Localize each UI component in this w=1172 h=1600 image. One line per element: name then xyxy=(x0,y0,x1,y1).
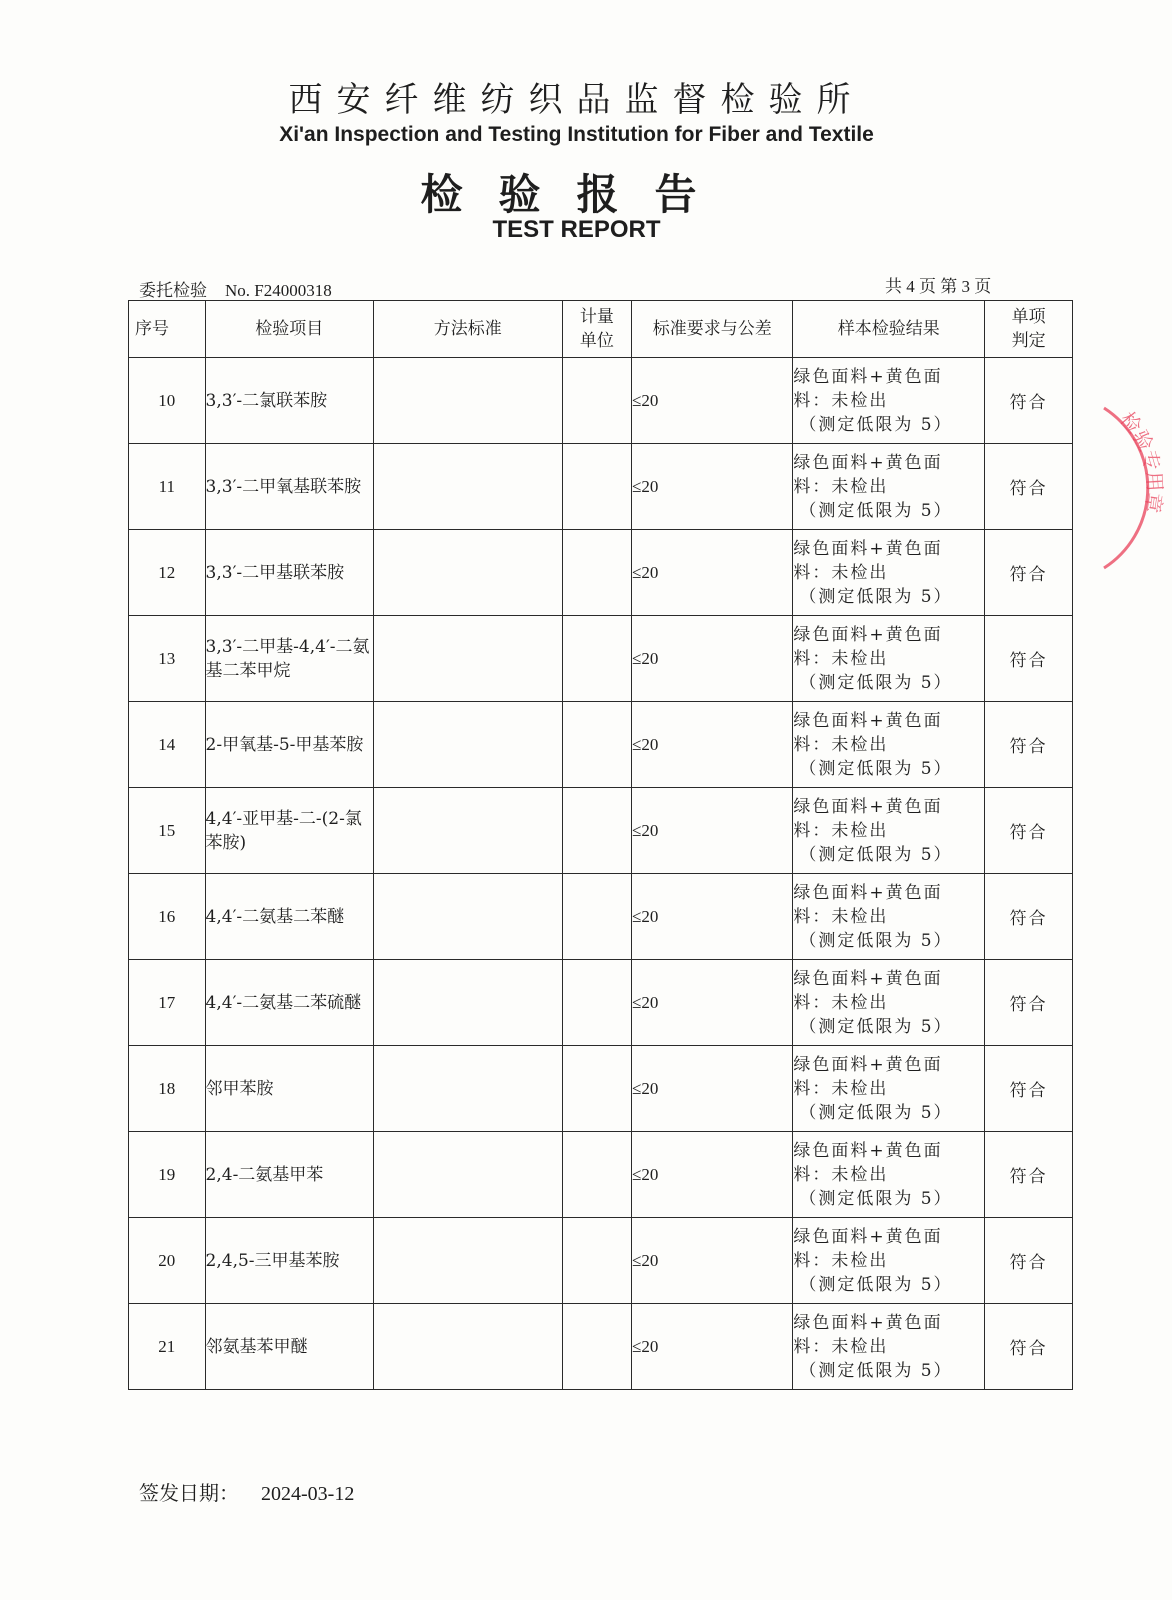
result-line-2: 料：未检出 xyxy=(793,820,889,841)
report-title-cn: 检验报告 xyxy=(420,170,733,219)
cell-item: 2,4,5-三甲基苯胺 xyxy=(205,1218,373,1304)
cell-requirement: ≤20 xyxy=(632,444,793,530)
cell-method xyxy=(373,530,562,616)
result-line-2: 料：未检出 xyxy=(793,390,889,411)
table-row xyxy=(129,1218,1073,1304)
table-header-row xyxy=(129,301,1073,358)
cell-requirement: ≤20 xyxy=(632,616,793,702)
result-line-1: 绿色面料+黄色面 xyxy=(793,624,943,645)
result-line-3: （测定低限为 5） xyxy=(799,1188,953,1209)
result-line-2: 料：未检出 xyxy=(793,734,889,755)
cell-unit xyxy=(562,1304,631,1390)
result-line-2: 料：未检出 xyxy=(793,1078,889,1099)
cell-item: 4,4′-二氨基二苯醚 xyxy=(205,874,373,960)
result-line-3: （测定低限为 5） xyxy=(799,1102,953,1123)
cell-no: 17 xyxy=(129,960,206,1046)
result-line-1: 绿色面料+黄色面 xyxy=(793,796,943,817)
result-line-3: （测定低限为 5） xyxy=(799,672,953,693)
cell-result xyxy=(793,1046,985,1132)
header-unit-line1: 计量 xyxy=(579,307,614,327)
inspection-type: 委托检验 xyxy=(139,281,207,300)
cell-requirement: ≤20 xyxy=(632,874,793,960)
table-row xyxy=(129,874,1073,960)
header-unit xyxy=(562,301,631,358)
header-verdict xyxy=(985,301,1073,358)
cell-method xyxy=(373,1218,562,1304)
result-line-2: 料：未检出 xyxy=(793,992,889,1013)
stamp-text: 检验专用章 xyxy=(1115,407,1168,515)
cell-requirement: ≤20 xyxy=(632,1304,793,1390)
result-line-1: 绿色面料+黄色面 xyxy=(793,968,943,989)
cell-requirement: ≤20 xyxy=(632,1132,793,1218)
result-line-3: （测定低限为 5） xyxy=(799,1016,953,1037)
cell-result xyxy=(793,444,985,530)
cell-result xyxy=(793,874,985,960)
table-row xyxy=(129,702,1073,788)
table-row xyxy=(129,788,1073,874)
result-line-2: 料：未检出 xyxy=(793,476,889,497)
cell-no: 19 xyxy=(129,1132,206,1218)
issue-date-value: 2024-03-12 xyxy=(261,1483,355,1505)
cell-verdict: 符合 xyxy=(985,960,1073,1046)
cell-no: 14 xyxy=(129,702,206,788)
result-line-3: （测定低限为 5） xyxy=(799,1274,953,1295)
cell-verdict: 符合 xyxy=(985,788,1073,874)
table-row xyxy=(129,444,1073,530)
cell-verdict: 符合 xyxy=(985,530,1073,616)
cell-result xyxy=(793,702,985,788)
cell-requirement: ≤20 xyxy=(632,960,793,1046)
cell-method xyxy=(373,788,562,874)
cell-method xyxy=(373,1132,562,1218)
cell-unit xyxy=(562,702,631,788)
cell-requirement: ≤20 xyxy=(632,358,793,444)
result-line-1: 绿色面料+黄色面 xyxy=(793,710,943,731)
cell-item: 邻氨基苯甲醚 xyxy=(205,1304,373,1390)
cell-requirement: ≤20 xyxy=(632,702,793,788)
cell-requirement: ≤20 xyxy=(632,530,793,616)
header-result: 样本检验结果 xyxy=(793,301,985,358)
cell-no: 20 xyxy=(129,1218,206,1304)
cell-no: 10 xyxy=(129,358,206,444)
result-line-3: （测定低限为 5） xyxy=(799,586,953,607)
cell-result xyxy=(793,960,985,1046)
cell-result xyxy=(793,530,985,616)
cell-verdict: 符合 xyxy=(985,1132,1073,1218)
cell-method xyxy=(373,444,562,530)
issue-date-line xyxy=(139,1477,354,1506)
table-row xyxy=(129,1304,1073,1390)
cell-verdict: 符合 xyxy=(985,1304,1073,1390)
cell-item: 3,3′-二甲氧基联苯胺 xyxy=(205,444,373,530)
result-line-1: 绿色面料+黄色面 xyxy=(793,1054,943,1075)
cell-verdict: 符合 xyxy=(985,358,1073,444)
org-name-en: Xi'an Inspection and Testing Institution for Fiber and Textile xyxy=(279,123,874,146)
cell-unit xyxy=(562,788,631,874)
org-name-cn: 西安纤维纺织品监督检验所 xyxy=(288,80,865,120)
result-line-3: （测定低限为 5） xyxy=(799,930,953,951)
cell-result xyxy=(793,1132,985,1218)
result-line-2: 料：未检出 xyxy=(793,906,889,927)
cell-result xyxy=(793,616,985,702)
cell-unit xyxy=(562,358,631,444)
report-title-en: TEST REPORT xyxy=(492,216,661,243)
svg-text:检验专用章 xyxy=(1115,407,1167,514)
cell-no: 15 xyxy=(129,788,206,874)
cell-unit xyxy=(562,960,631,1046)
result-line-1: 绿色面料+黄色面 xyxy=(793,1140,943,1161)
cell-result xyxy=(793,1304,985,1390)
report-number-line xyxy=(139,276,332,301)
header-requirement: 标准要求与公差 xyxy=(632,301,793,358)
cell-verdict: 符合 xyxy=(985,702,1073,788)
result-line-1: 绿色面料+黄色面 xyxy=(793,452,943,473)
cell-item: 4,4′-二氨基二苯硫醚 xyxy=(205,960,373,1046)
cell-no: 16 xyxy=(129,874,206,960)
red-seal-stamp xyxy=(1092,398,1172,578)
cell-item: 3,3′-二氯联苯胺 xyxy=(205,358,373,444)
header-unit-line2: 单位 xyxy=(579,331,614,351)
cell-verdict: 符合 xyxy=(985,1046,1073,1132)
report-number: No. F24000318 xyxy=(225,281,332,300)
cell-unit xyxy=(562,444,631,530)
header-verdict-line1: 单项 xyxy=(1011,307,1046,327)
result-line-1: 绿色面料+黄色面 xyxy=(793,366,943,387)
table-row xyxy=(129,358,1073,444)
page-indicator: 共 4 页 第 3 页 xyxy=(885,277,992,296)
result-line-3: （测定低限为 5） xyxy=(799,414,953,435)
result-line-1: 绿色面料+黄色面 xyxy=(793,1312,943,1333)
issue-date-label: 签发日期： xyxy=(139,1483,239,1505)
result-line-1: 绿色面料+黄色面 xyxy=(793,538,943,559)
cell-verdict: 符合 xyxy=(985,444,1073,530)
result-line-1: 绿色面料+黄色面 xyxy=(793,882,943,903)
cell-no: 18 xyxy=(129,1046,206,1132)
header-verdict-line2: 判定 xyxy=(1011,331,1046,351)
cell-result xyxy=(793,358,985,444)
cell-requirement: ≤20 xyxy=(632,788,793,874)
header-method: 方法标准 xyxy=(373,301,562,358)
header-item: 检验项目 xyxy=(205,301,373,358)
cell-unit xyxy=(562,616,631,702)
cell-result xyxy=(793,788,985,874)
cell-verdict: 符合 xyxy=(985,874,1073,960)
result-line-1: 绿色面料+黄色面 xyxy=(793,1226,943,1247)
table-row xyxy=(129,960,1073,1046)
test-results-table xyxy=(128,300,1073,1390)
cell-item: 2,4-二氨基甲苯 xyxy=(205,1132,373,1218)
result-line-2: 料：未检出 xyxy=(793,562,889,583)
result-line-2: 料：未检出 xyxy=(793,1164,889,1185)
cell-method xyxy=(373,702,562,788)
table-body xyxy=(129,358,1073,1390)
cell-method xyxy=(373,616,562,702)
table-row xyxy=(129,530,1073,616)
cell-item: 2-甲氧基-5-甲基苯胺 xyxy=(205,702,373,788)
cell-unit xyxy=(562,874,631,960)
cell-item: 4,4′-亚甲基-二-(2-氯苯胺) xyxy=(205,788,373,874)
cell-result xyxy=(793,1218,985,1304)
result-line-3: （测定低限为 5） xyxy=(799,500,953,521)
cell-method xyxy=(373,1046,562,1132)
cell-unit xyxy=(562,1046,631,1132)
header-no: 序号 xyxy=(129,301,206,358)
cell-verdict: 符合 xyxy=(985,1218,1073,1304)
cell-method xyxy=(373,1304,562,1390)
cell-method xyxy=(373,358,562,444)
cell-unit xyxy=(562,1218,631,1304)
cell-no: 12 xyxy=(129,530,206,616)
cell-no: 13 xyxy=(129,616,206,702)
cell-no: 21 xyxy=(129,1304,206,1390)
result-line-2: 料：未检出 xyxy=(793,648,889,669)
table-row xyxy=(129,1046,1073,1132)
cell-unit xyxy=(562,530,631,616)
result-line-3: （测定低限为 5） xyxy=(799,844,953,865)
table-row xyxy=(129,1132,1073,1218)
cell-requirement: ≤20 xyxy=(632,1046,793,1132)
table-row xyxy=(129,616,1073,702)
cell-requirement: ≤20 xyxy=(632,1218,793,1304)
result-line-2: 料：未检出 xyxy=(793,1250,889,1271)
cell-method xyxy=(373,960,562,1046)
cell-item: 3,3′-二甲基联苯胺 xyxy=(205,530,373,616)
result-line-3: （测定低限为 5） xyxy=(799,1360,953,1381)
cell-verdict: 符合 xyxy=(985,616,1073,702)
cell-no: 11 xyxy=(129,444,206,530)
result-line-2: 料：未检出 xyxy=(793,1336,889,1357)
result-line-3: （测定低限为 5） xyxy=(799,758,953,779)
cell-method xyxy=(373,874,562,960)
cell-item: 3,3′-二甲基-4,4′-二氨基二苯甲烷 xyxy=(205,616,373,702)
cell-unit xyxy=(562,1132,631,1218)
cell-item: 邻甲苯胺 xyxy=(205,1046,373,1132)
